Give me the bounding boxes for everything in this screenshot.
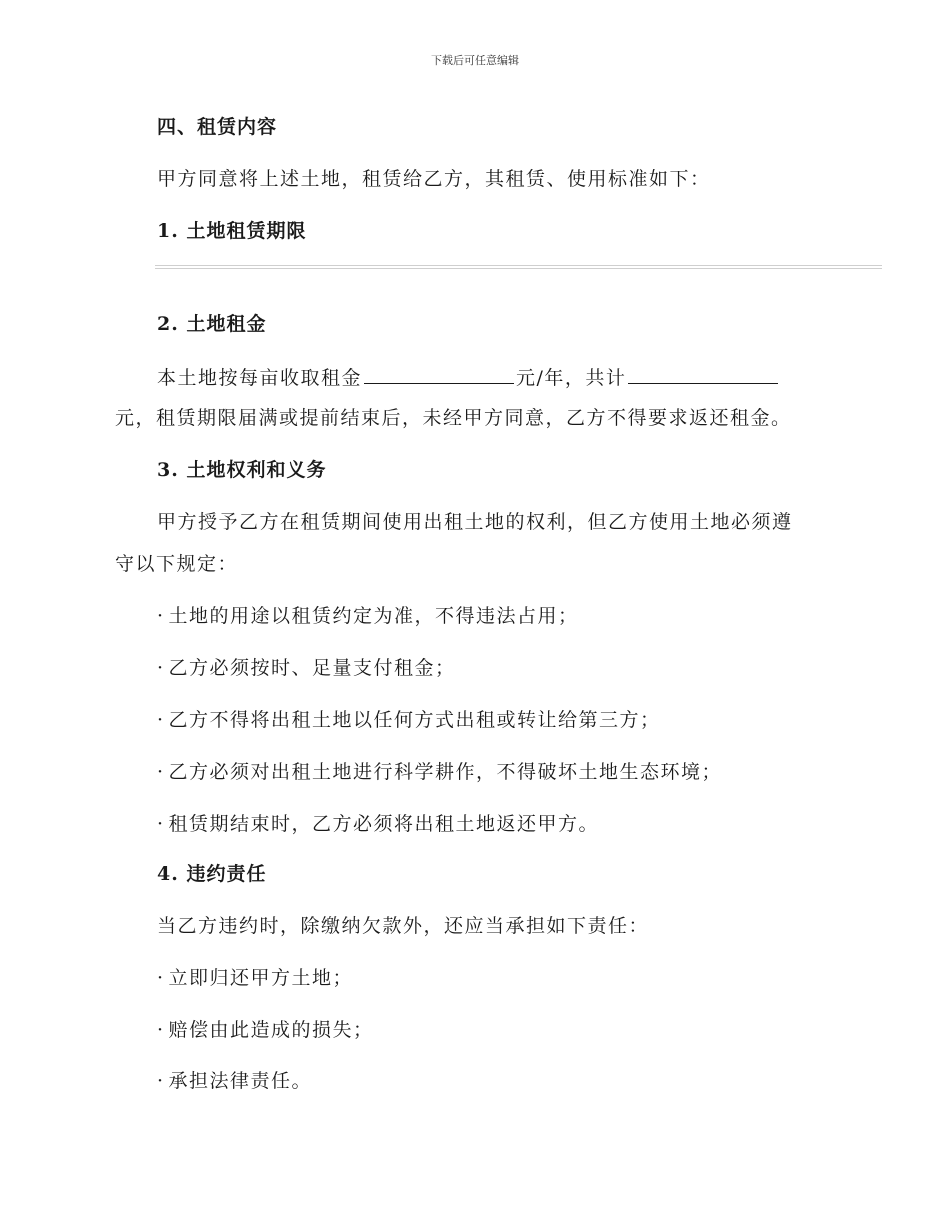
- bullet-dot-icon: ·: [157, 605, 165, 627]
- rights-bullet: [157, 604, 579, 628]
- rights-bullet: [157, 760, 722, 784]
- rights-paragraph-line1: 甲方授予乙方在租赁期间使用出租土地的权利，但乙方使用土地必须遵: [157, 511, 793, 533]
- bullet-text: 乙方不得将出租土地以任何方式出租或转让给第三方；: [168, 709, 661, 731]
- breach-bullet: [157, 1018, 374, 1042]
- rights-bullet: [157, 812, 599, 836]
- rights-bullet: [157, 656, 456, 680]
- breach-heading: 4. 违约责任: [157, 863, 267, 885]
- bullet-dot-icon: ·: [157, 657, 165, 679]
- rent-paragraph-line2: 元，租赁期限届满或提前结束后，未经甲方同意，乙方不得要求返还租金。: [115, 407, 792, 429]
- bullet-dot-icon: ·: [157, 813, 165, 835]
- bullet-text: 乙方必须对出租土地进行科学耕作，不得破坏土地生态环境；: [168, 761, 723, 783]
- term-heading: 1. 土地租赁期限: [157, 220, 307, 242]
- intro-paragraph: 甲方同意将上述土地，租赁给乙方，其租赁、使用标准如下：: [157, 168, 711, 190]
- rent-text-b: 元/年，共计: [516, 367, 627, 389]
- rights-bullet: [157, 708, 661, 732]
- page-header: 下载后可任意编辑: [431, 54, 519, 67]
- bullet-dot-icon: ·: [157, 761, 165, 783]
- rent-text-a: 本土地按每亩收取租金: [157, 367, 363, 389]
- bullet-text: 赔偿由此造成的损失；: [168, 1019, 374, 1041]
- rights-heading: 3. 土地权利和义务: [157, 459, 327, 481]
- divider-rule: [155, 265, 882, 269]
- bullet-dot-icon: ·: [157, 967, 165, 989]
- breach-bullet: [157, 1069, 312, 1093]
- breach-bullet: [157, 966, 353, 990]
- bullet-text: 土地的用途以租赁约定为准，不得违法占用；: [168, 605, 579, 627]
- rent-per-mu-blank: [364, 364, 514, 384]
- rights-paragraph-line2: 守以下规定：: [115, 553, 239, 575]
- bullet-text: 承担法律责任。: [168, 1070, 313, 1092]
- bullet-dot-icon: ·: [157, 1070, 165, 1092]
- rent-heading: 2. 土地租金: [157, 313, 267, 335]
- breach-paragraph: 当乙方违约时，除缴纳欠款外，还应当承担如下责任：: [157, 915, 650, 937]
- rent-total-blank: [628, 364, 778, 384]
- section-title: 四、租赁内容: [157, 116, 278, 138]
- rent-paragraph-line1: [157, 364, 780, 390]
- bullet-text: 立即归还甲方土地；: [168, 967, 354, 989]
- bullet-text: 租赁期结束时，乙方必须将出租土地返还甲方。: [168, 813, 600, 835]
- bullet-dot-icon: ·: [157, 1019, 165, 1041]
- bullet-dot-icon: ·: [157, 709, 165, 731]
- bullet-text: 乙方必须按时、足量支付租金；: [168, 657, 456, 679]
